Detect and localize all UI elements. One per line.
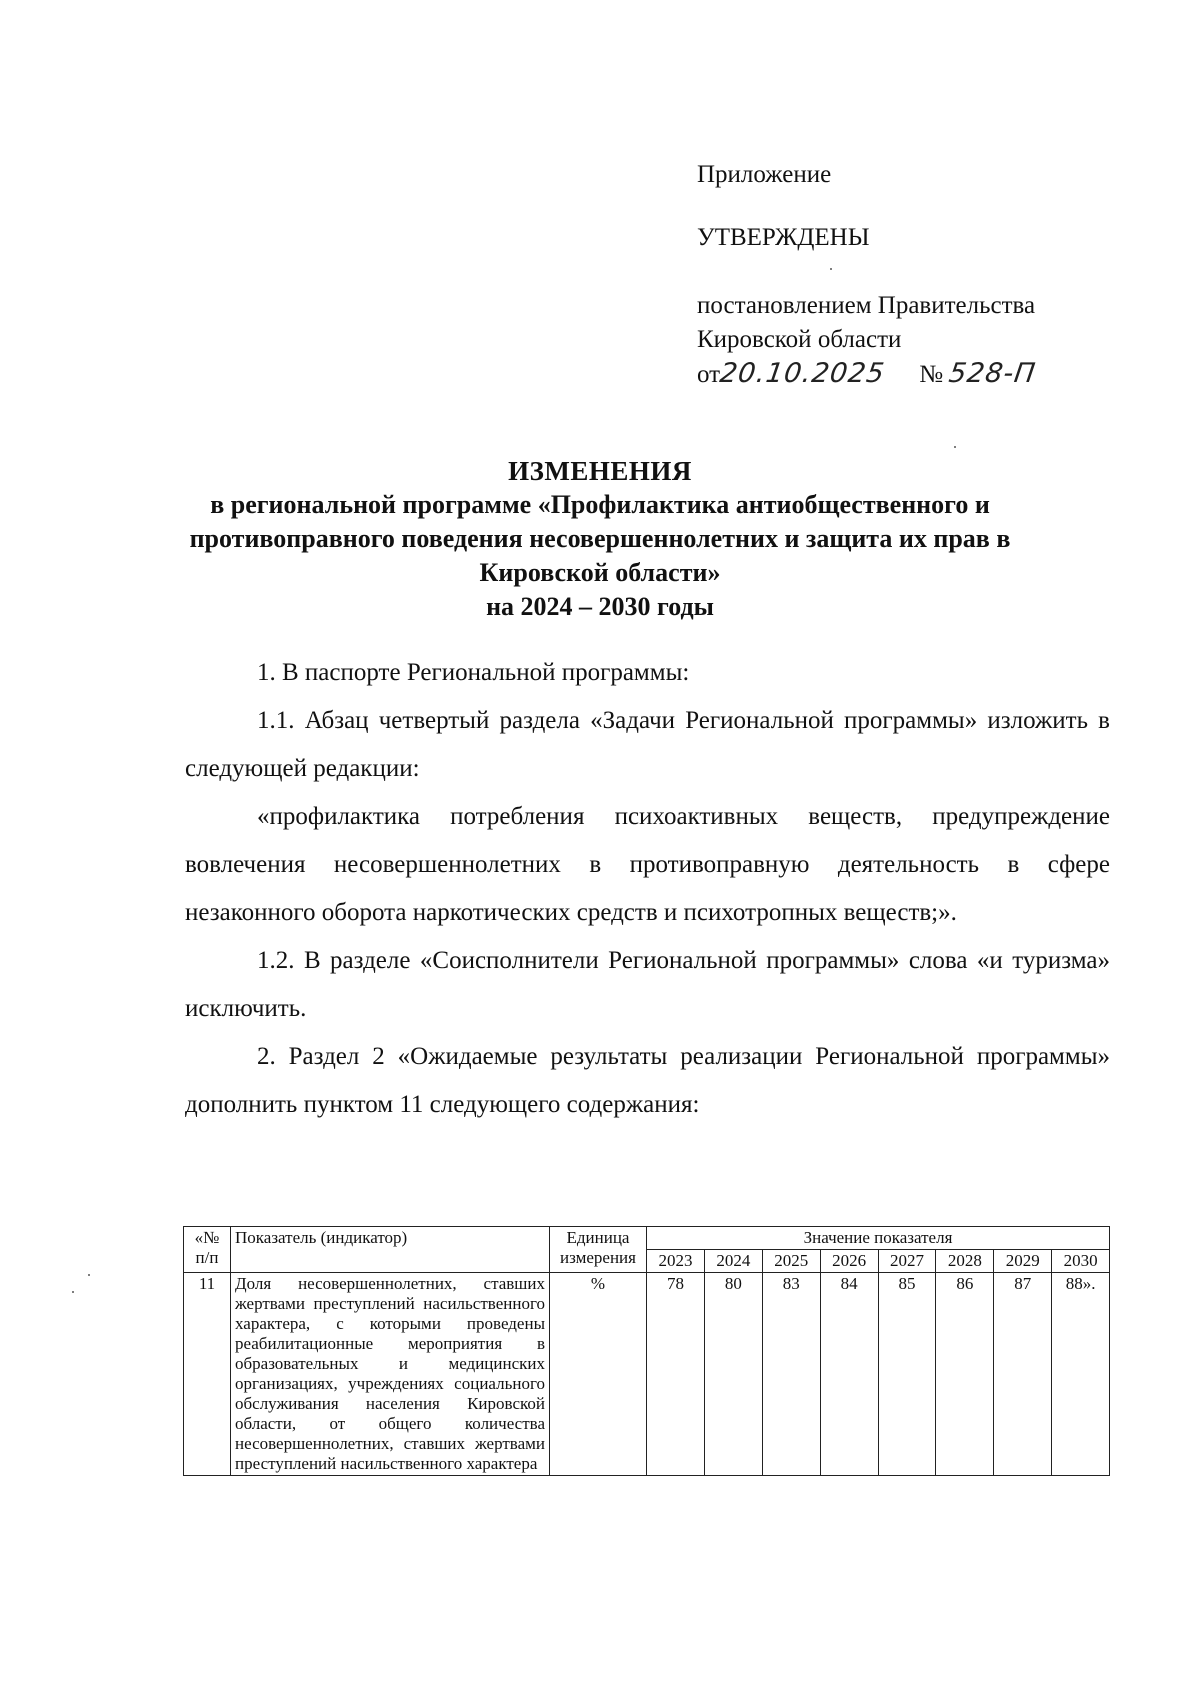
paragraph-1-2: 1.2. В разделе «Соисполнители Региональной программы» слова «и туризма» исключить. (185, 947, 1110, 1022)
table-header-row-1 (184, 1227, 1110, 1250)
indicator-table (183, 1226, 1110, 1476)
row-value: 86 (936, 1273, 994, 1476)
handwritten-date: 20.10.2025 (718, 358, 887, 389)
row-indicator: Доля несовершеннолетних, ставших жертвами преступлений насильственного характера, с которыми проведены реабилитационные мероприятия в образовательных и медицинских организациях, учреждениях социального обслуживания населения Кировской области, от общего количества несовершеннолетних, ставших жертвами преступлений насильственного характера (231, 1273, 550, 1476)
row-value: 87 (994, 1273, 1052, 1476)
scan-speck (830, 268, 832, 270)
title-main: ИЗМЕНЕНИЯ (508, 456, 692, 486)
header-num: «№ п/п (184, 1227, 231, 1273)
approved-block (697, 221, 870, 255)
scan-speck (88, 1274, 90, 1276)
title-line-3: Кировской области» (479, 558, 721, 587)
row-value: 78 (647, 1273, 705, 1476)
header-year: 2023 (647, 1250, 705, 1273)
document-title (150, 454, 1050, 624)
table-row (184, 1273, 1110, 1476)
appendix-label: Приложение (697, 161, 832, 188)
header-year: 2026 (820, 1250, 878, 1273)
header-year: 2029 (994, 1250, 1052, 1273)
title-line-2: противоправного поведения несовершеннолетних и защита их прав в (189, 524, 1011, 553)
header-unit: Единица измерения (550, 1227, 647, 1273)
title-line-4: на 2024 – 2030 годы (486, 592, 714, 621)
title-line-1: в региональной программе «Профилактика антиобщественного и (210, 490, 990, 519)
approved-label: УТВЕРЖДЕНЫ (697, 224, 870, 251)
resolution-block (697, 289, 1039, 392)
header-year: 2027 (878, 1250, 936, 1273)
row-value: 88». (1052, 1273, 1110, 1476)
header-values-group: Значение показателя (647, 1227, 1110, 1250)
handwritten-number: 528-П (947, 358, 1039, 389)
row-value: 84 (820, 1273, 878, 1476)
header-year: 2025 (762, 1250, 820, 1273)
header-year: 2030 (1052, 1250, 1110, 1273)
approval-block (697, 158, 831, 192)
region-line: Кировской области (697, 326, 902, 353)
row-value: 83 (762, 1273, 820, 1476)
header-year: 2024 (704, 1250, 762, 1273)
paragraph-1-1: 1.1. Абзац четвертый раздела «Задачи Региональной программы» изложить в следующей редакции: (185, 707, 1110, 782)
row-num: 11 (184, 1273, 231, 1476)
date-prefix: от (697, 361, 721, 388)
resolution-line: постановлением Правительства (697, 292, 1036, 319)
paragraph-quote: «профилактика потребления психоактивных веществ, предупреждение вовлечения несовершеннолетних в противоправную деятельность в сфере незаконного оборота наркотических средств и психотропных веществ;». (185, 803, 1110, 926)
date-number-line (697, 357, 1039, 392)
number-prefix: № (919, 361, 944, 388)
paragraph-1: 1. В паспорте Региональной программы: (257, 659, 690, 686)
scan-speck (72, 1291, 74, 1293)
scan-speck (954, 446, 956, 448)
row-value: 80 (704, 1273, 762, 1476)
row-value: 85 (878, 1273, 936, 1476)
row-unit: % (550, 1273, 647, 1476)
body-text (185, 649, 1110, 1129)
header-indicator: Показатель (индикатор) (231, 1227, 550, 1273)
header-year: 2028 (936, 1250, 994, 1273)
paragraph-2: 2. Раздел 2 «Ожидаемые результаты реализации Региональной программы» дополнить пунктом 11 следующего содержания: (185, 1043, 1110, 1118)
